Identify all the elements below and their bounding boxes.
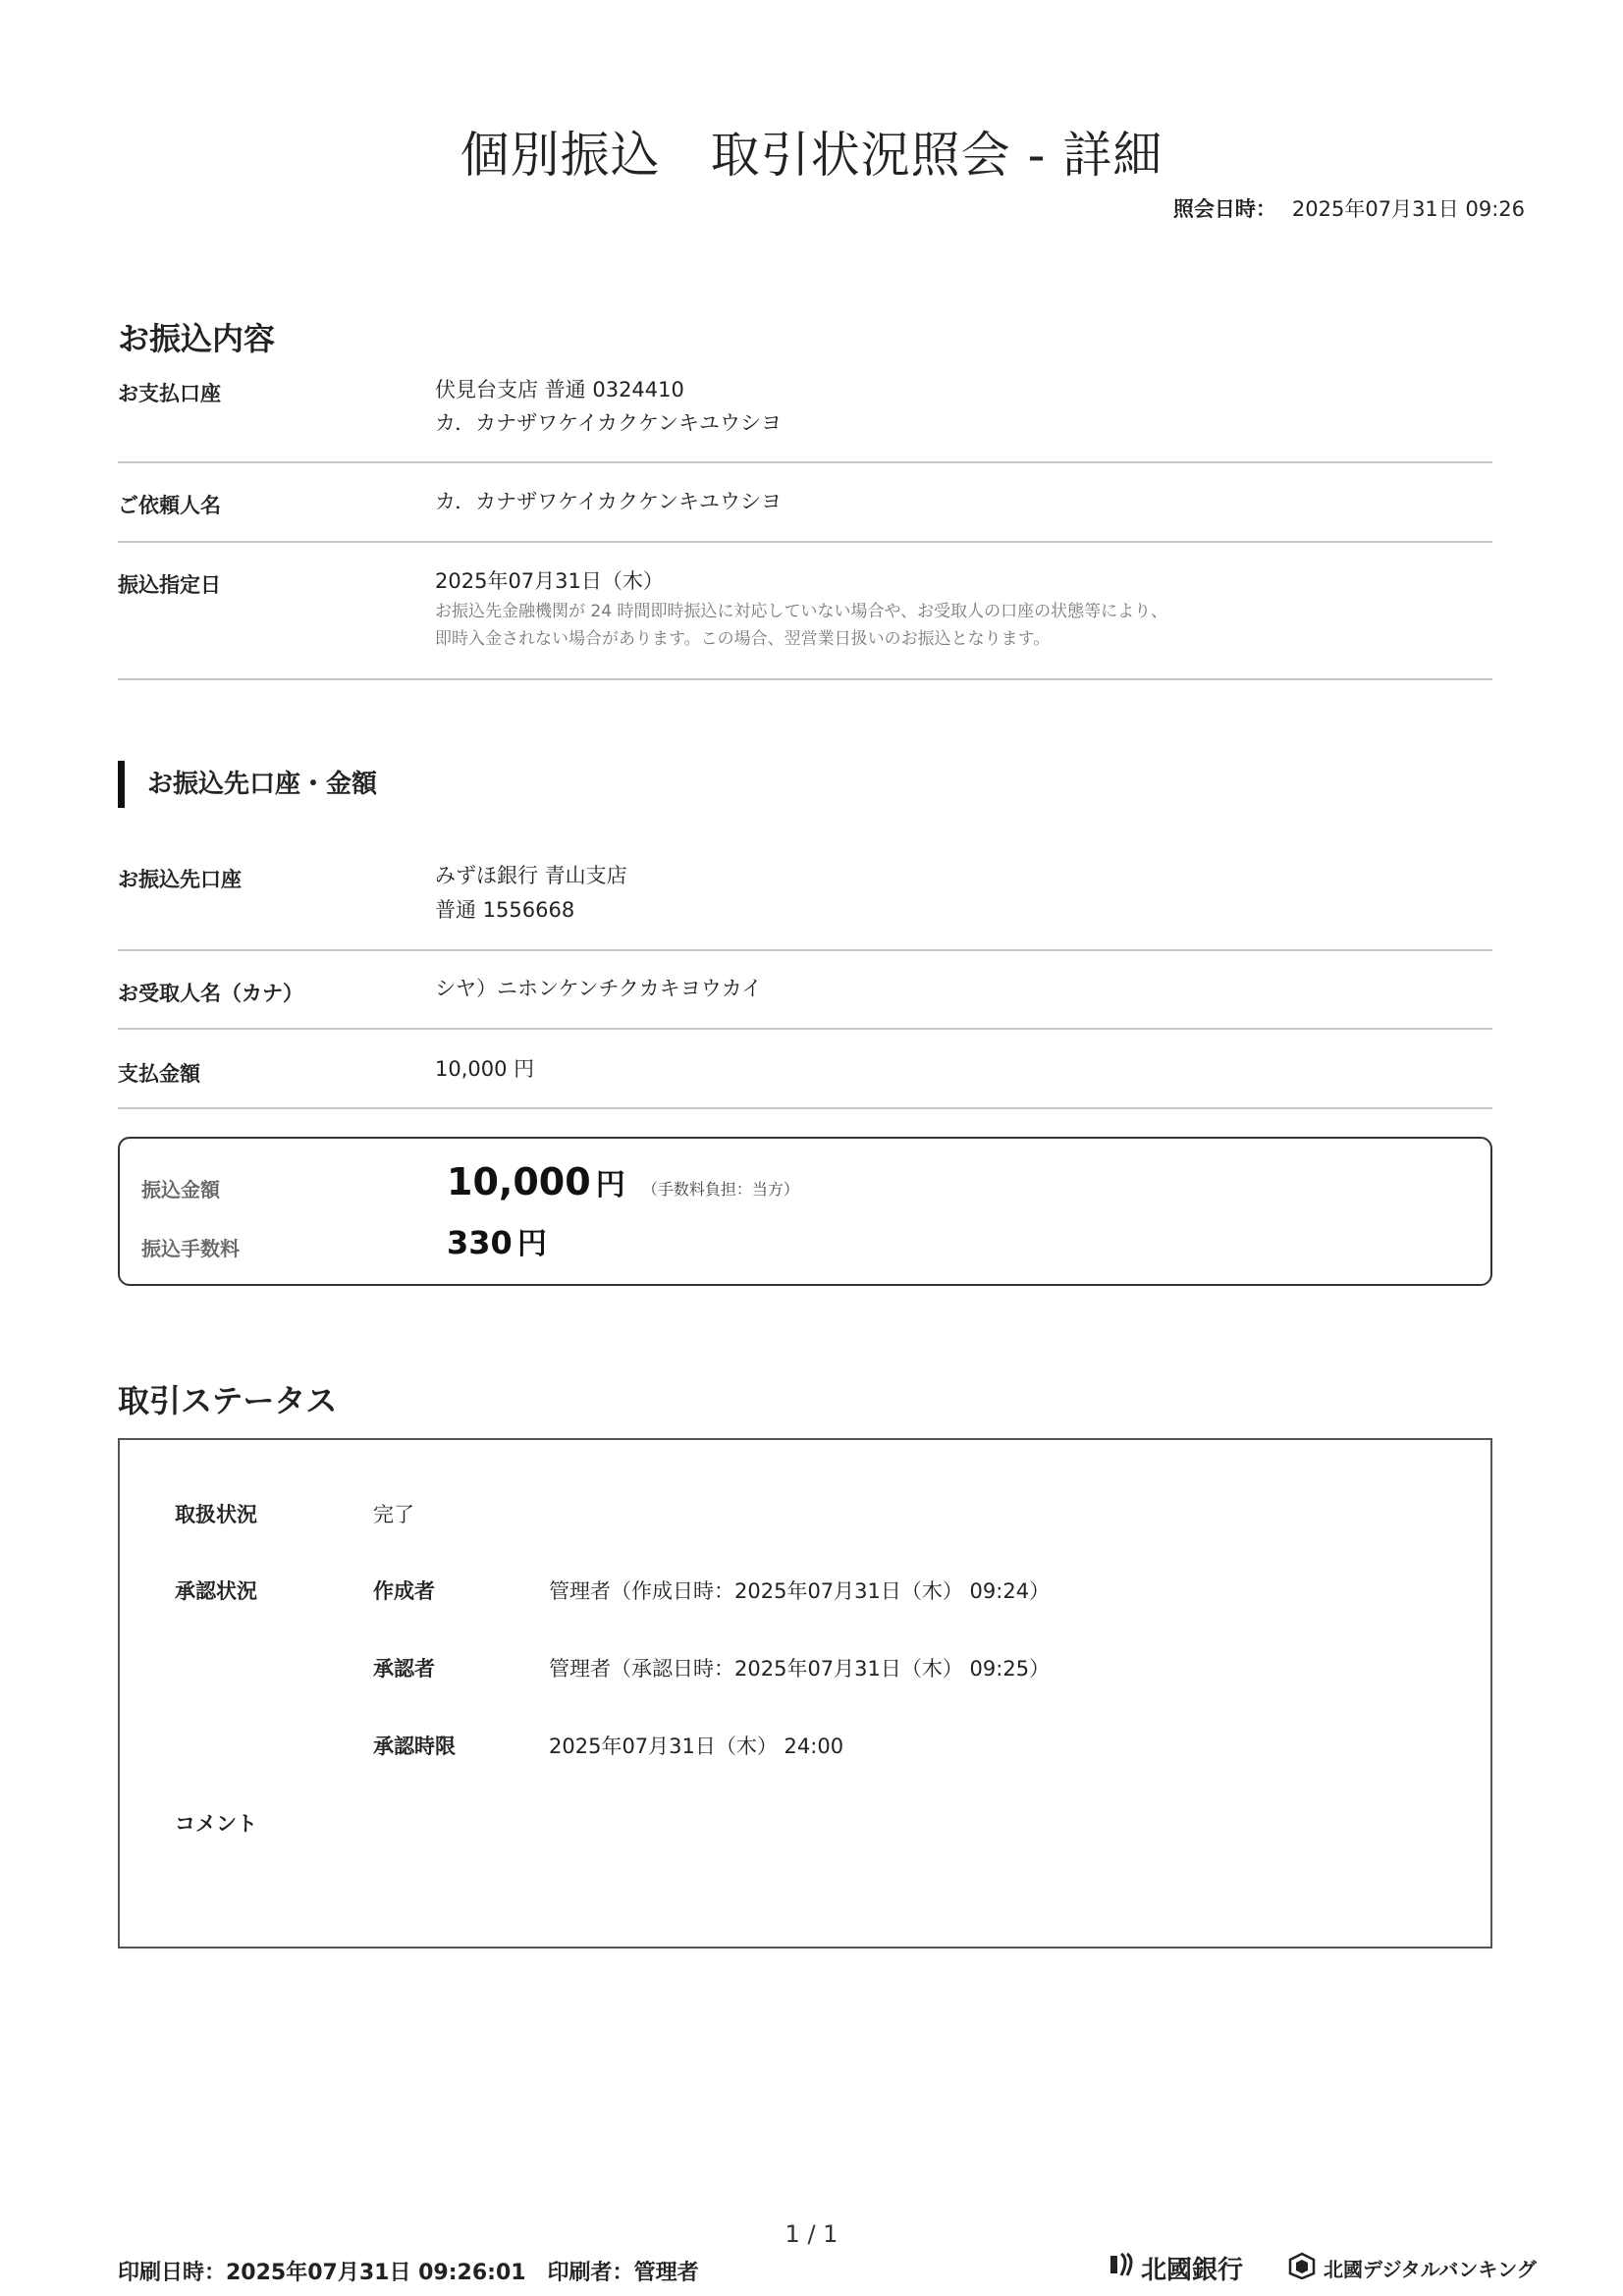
print-info: 印刷日時：2025年07月31日 09:26:01 印刷者：管理者: [118, 2261, 699, 2285]
requester-value: カ．カナザワケイカクケンキユウシヨ: [435, 490, 783, 513]
payment-account-line2: カ．カナザワケイカクケンキユウシヨ: [435, 411, 783, 435]
creator-label: 作成者: [373, 1579, 435, 1603]
payment-account-label: お支払口座: [118, 382, 221, 405]
transfer-date-note-2: 即時入金されない場合があります。この場合、翌営業日扱いのお振込となります。: [435, 629, 1051, 649]
divider: [118, 461, 1492, 463]
payment-account-line1: 伏見台支店 普通 0324410: [435, 378, 684, 401]
digital-banking-logo-text: 北國デジタルバンキング: [1324, 2258, 1537, 2281]
transfer-date-value: 2025年07月31日（木）: [435, 569, 664, 593]
fee-value: 330: [447, 1224, 513, 1261]
page-title: 個別振込 取引状況照会 - 詳細: [460, 127, 1163, 184]
divider: [118, 949, 1492, 951]
transfer-amount-unit: 円: [595, 1168, 625, 1202]
transfer-date-label: 振込指定日: [118, 573, 221, 597]
deadline-label: 承認時限: [373, 1735, 456, 1758]
destination-heading: お振込先口座・金額: [147, 770, 378, 799]
bank-logo-text: 北國銀行: [1141, 2256, 1244, 2285]
status-heading: 取引ステータス: [118, 1382, 338, 1419]
transfer-date-note-1: お振込先金融機関が 24 時間即時振込に対応していない場合や、お受取人の口座の状態等により、: [435, 602, 1168, 621]
approver-label: 承認者: [373, 1657, 435, 1681]
fee-unit: 円: [516, 1227, 547, 1261]
deadline-value: 2025年07月31日（木） 24:00: [549, 1735, 844, 1758]
fee-amount: [447, 1219, 547, 1262]
destination-account-label: お振込先口座: [118, 868, 242, 891]
divider: [118, 1028, 1492, 1030]
digital-banking-logo: [1288, 2252, 1537, 2284]
status-box: [118, 1438, 1492, 1949]
amount-summary-box: [118, 1137, 1492, 1286]
fee-bearer-note: （手数料負担：当方）: [641, 1180, 799, 1199]
section-marker: [118, 761, 125, 808]
transfer-amount-label: 振込金額: [141, 1178, 220, 1201]
requester-label: ご依頼人名: [118, 494, 221, 517]
inquiry-datetime: [1173, 193, 1525, 223]
destination-account-line1: みずほ銀行 青山支店: [435, 864, 627, 887]
transfer-heading: お振込内容: [118, 320, 276, 357]
creator-value: 管理者（作成日時：2025年07月31日（木） 09:24）: [549, 1579, 1051, 1603]
fee-label: 振込手数料: [141, 1237, 240, 1260]
payee-label: お受取人名（カナ）: [118, 982, 303, 1005]
divider: [118, 541, 1492, 543]
handling-status-value: 完了: [373, 1503, 414, 1526]
destination-account-line2: 普通 1556668: [435, 898, 575, 922]
divider: [118, 1107, 1492, 1109]
inquiry-value: 2025年07月31日 09:26: [1291, 197, 1525, 221]
transfer-amount: [447, 1160, 799, 1203]
payment-amount-value: 10,000 円: [435, 1057, 535, 1081]
approval-status-label: 承認状況: [175, 1579, 257, 1603]
handling-status-label: 取扱状況: [175, 1503, 257, 1526]
transfer-amount-value: 10,000: [447, 1160, 591, 1203]
payment-amount-label: 支払金額: [118, 1062, 200, 1086]
digital-banking-icon: [1288, 2252, 1316, 2284]
bank-mark-icon: [1108, 2252, 1135, 2284]
divider: [118, 678, 1492, 680]
inquiry-label: 照会日時：: [1172, 197, 1276, 221]
payee-value: シヤ）ニホンケンチクカキヨウカイ: [435, 977, 763, 1000]
bank-logo: [1108, 2250, 1243, 2286]
comment-label: コメント: [175, 1812, 257, 1836]
page-number: 1 / 1: [784, 2220, 839, 2248]
approver-value: 管理者（承認日時：2025年07月31日（木） 09:25）: [549, 1657, 1051, 1681]
